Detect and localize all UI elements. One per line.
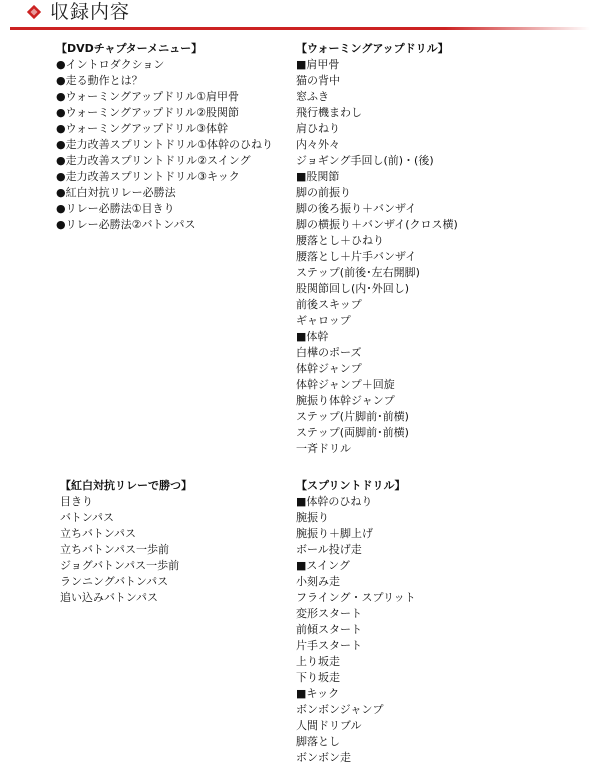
sprint-drill-section — [296, 478, 416, 766]
warmup-drill-item: ■股関節 — [296, 170, 340, 183]
chapter-item: ●ウォーミングアップドリル③体幹 — [56, 122, 229, 135]
sprint-drill-item: ボール投げ走 — [296, 543, 362, 556]
page-title: 収録内容 — [50, 1, 131, 23]
relay-item: 目きり — [60, 495, 93, 508]
sprint-drill-item: 片手スタート — [296, 639, 362, 652]
relay-item: 追い込みバトンパス — [60, 591, 159, 604]
title-divider — [10, 27, 590, 30]
page-header — [0, 0, 600, 34]
relay-item: ランニングバトンパス — [60, 575, 169, 588]
sprint-drill-item: 脚落とし — [296, 735, 340, 748]
chapter-item: ●紅白対抗リレー必勝法 — [56, 186, 176, 199]
warmup-drill-item: 飛行機まわし — [296, 106, 362, 119]
warmup-drill-list — [296, 57, 458, 457]
chapter-item: ●ウォーミングアップドリル①肩甲骨 — [56, 90, 240, 103]
sprint-drill-item: フライング・スプリット — [296, 591, 416, 604]
relay-heading: 【紅白対抗リレーで勝つ】 — [60, 479, 192, 492]
chapter-item: ●走力改善スプリントドリル①体幹のひねり — [56, 138, 274, 151]
warmup-drill-item: 窓ふき — [296, 90, 329, 103]
warmup-drill-section — [296, 41, 458, 457]
relay-item: ジョグバトンパス一歩前 — [60, 559, 180, 572]
chapter-item: ●リレー必勝法②バトンパス — [56, 218, 196, 231]
warmup-drill-item: ジョギング手回し(前)・(後) — [296, 154, 434, 167]
chapter-item: ●イントロダクション — [56, 58, 165, 71]
relay-item: バトンパス — [60, 511, 115, 524]
warmup-drill-item: ステップ(両脚前･前横) — [296, 426, 409, 439]
sprint-drill-item: ボンボン走 — [296, 751, 351, 764]
sprint-drill-item: ■キック — [296, 687, 340, 700]
sprint-drill-item: 下り坂走 — [296, 671, 340, 684]
relay-item: 立ちバトンパス — [60, 527, 137, 540]
warmup-drill-item: 脚の後ろ振り＋バンザイ — [296, 202, 417, 215]
chapter-menu-section — [56, 41, 273, 233]
sprint-drill-item: ■体幹のひねり — [296, 495, 373, 508]
sprint-drill-item: ■スイング — [296, 559, 350, 572]
sprint-drill-item: 変形スタート — [296, 607, 362, 620]
warmup-drill-item: 股関節回し(内･外回し) — [296, 282, 410, 295]
warmup-drill-item: 腰落とし＋ひねり — [296, 234, 384, 247]
warmup-drill-item: ■肩甲骨 — [296, 58, 340, 71]
sprint-drill-item: 上り坂走 — [296, 655, 340, 668]
warmup-drill-item: 前後スキップ — [296, 298, 362, 311]
warmup-drill-item: 体幹ジャンプ — [296, 362, 362, 375]
warmup-drill-item: 脚の前振り — [296, 186, 351, 199]
warmup-drill-item: 一斉ドリル — [296, 442, 351, 455]
chapter-menu-heading: 【DVDチャプターメニュー】 — [56, 42, 203, 55]
red-diamond-icon — [27, 5, 41, 19]
warmup-drill-item: 体幹ジャンプ＋回旋 — [296, 378, 395, 391]
warmup-drill-item: ステップ(前後･左右開脚) — [296, 266, 420, 279]
sprint-drill-list — [296, 494, 416, 766]
warmup-drill-item: 猫の背中 — [296, 74, 340, 87]
warmup-drill-item: 腰落とし＋片手バンザイ — [296, 250, 417, 263]
chapter-item: ●リレー必勝法①目きり — [56, 202, 175, 215]
sprint-drill-item: 腕振り＋脚上げ — [296, 527, 373, 540]
warmup-drill-heading: 【ウォーミングアップドリル】 — [296, 42, 449, 55]
sprint-drill-item: ボンボンジャンプ — [296, 703, 384, 716]
warmup-drill-item: ステップ(片脚前･前横) — [296, 410, 409, 423]
warmup-drill-item: 腕振り体幹ジャンプ — [296, 394, 395, 407]
warmup-drill-item: ■体幹 — [296, 330, 329, 343]
chapter-item: ●走力改善スプリントドリル②スイング — [56, 154, 251, 167]
warmup-drill-item: 脚の横振り＋バンザイ(クロス横) — [296, 218, 458, 231]
sprint-drill-item: 前傾スタート — [296, 623, 362, 636]
relay-section — [60, 478, 192, 606]
warmup-drill-item: ギャロップ — [296, 314, 351, 327]
chapter-item: ●走る動作とは？ — [56, 74, 143, 87]
sprint-drill-heading: 【スプリントドリル】 — [296, 479, 406, 492]
sprint-drill-item: 人間ドリブル — [296, 719, 362, 732]
relay-list — [60, 494, 192, 606]
warmup-drill-item: 肩ひねり — [296, 122, 340, 135]
chapter-menu-list — [56, 57, 273, 233]
warmup-drill-item: 内々外々 — [296, 138, 340, 151]
relay-item: 立ちバトンパス一歩前 — [60, 543, 170, 556]
warmup-drill-item: 白樺のポーズ — [296, 346, 362, 359]
sprint-drill-item: 腕振り — [296, 511, 329, 524]
chapter-item: ●走力改善スプリントドリル③キック — [56, 170, 240, 183]
sprint-drill-item: 小刻み走 — [296, 575, 340, 588]
chapter-item: ●ウォーミングアップドリル②股関節 — [56, 106, 240, 119]
